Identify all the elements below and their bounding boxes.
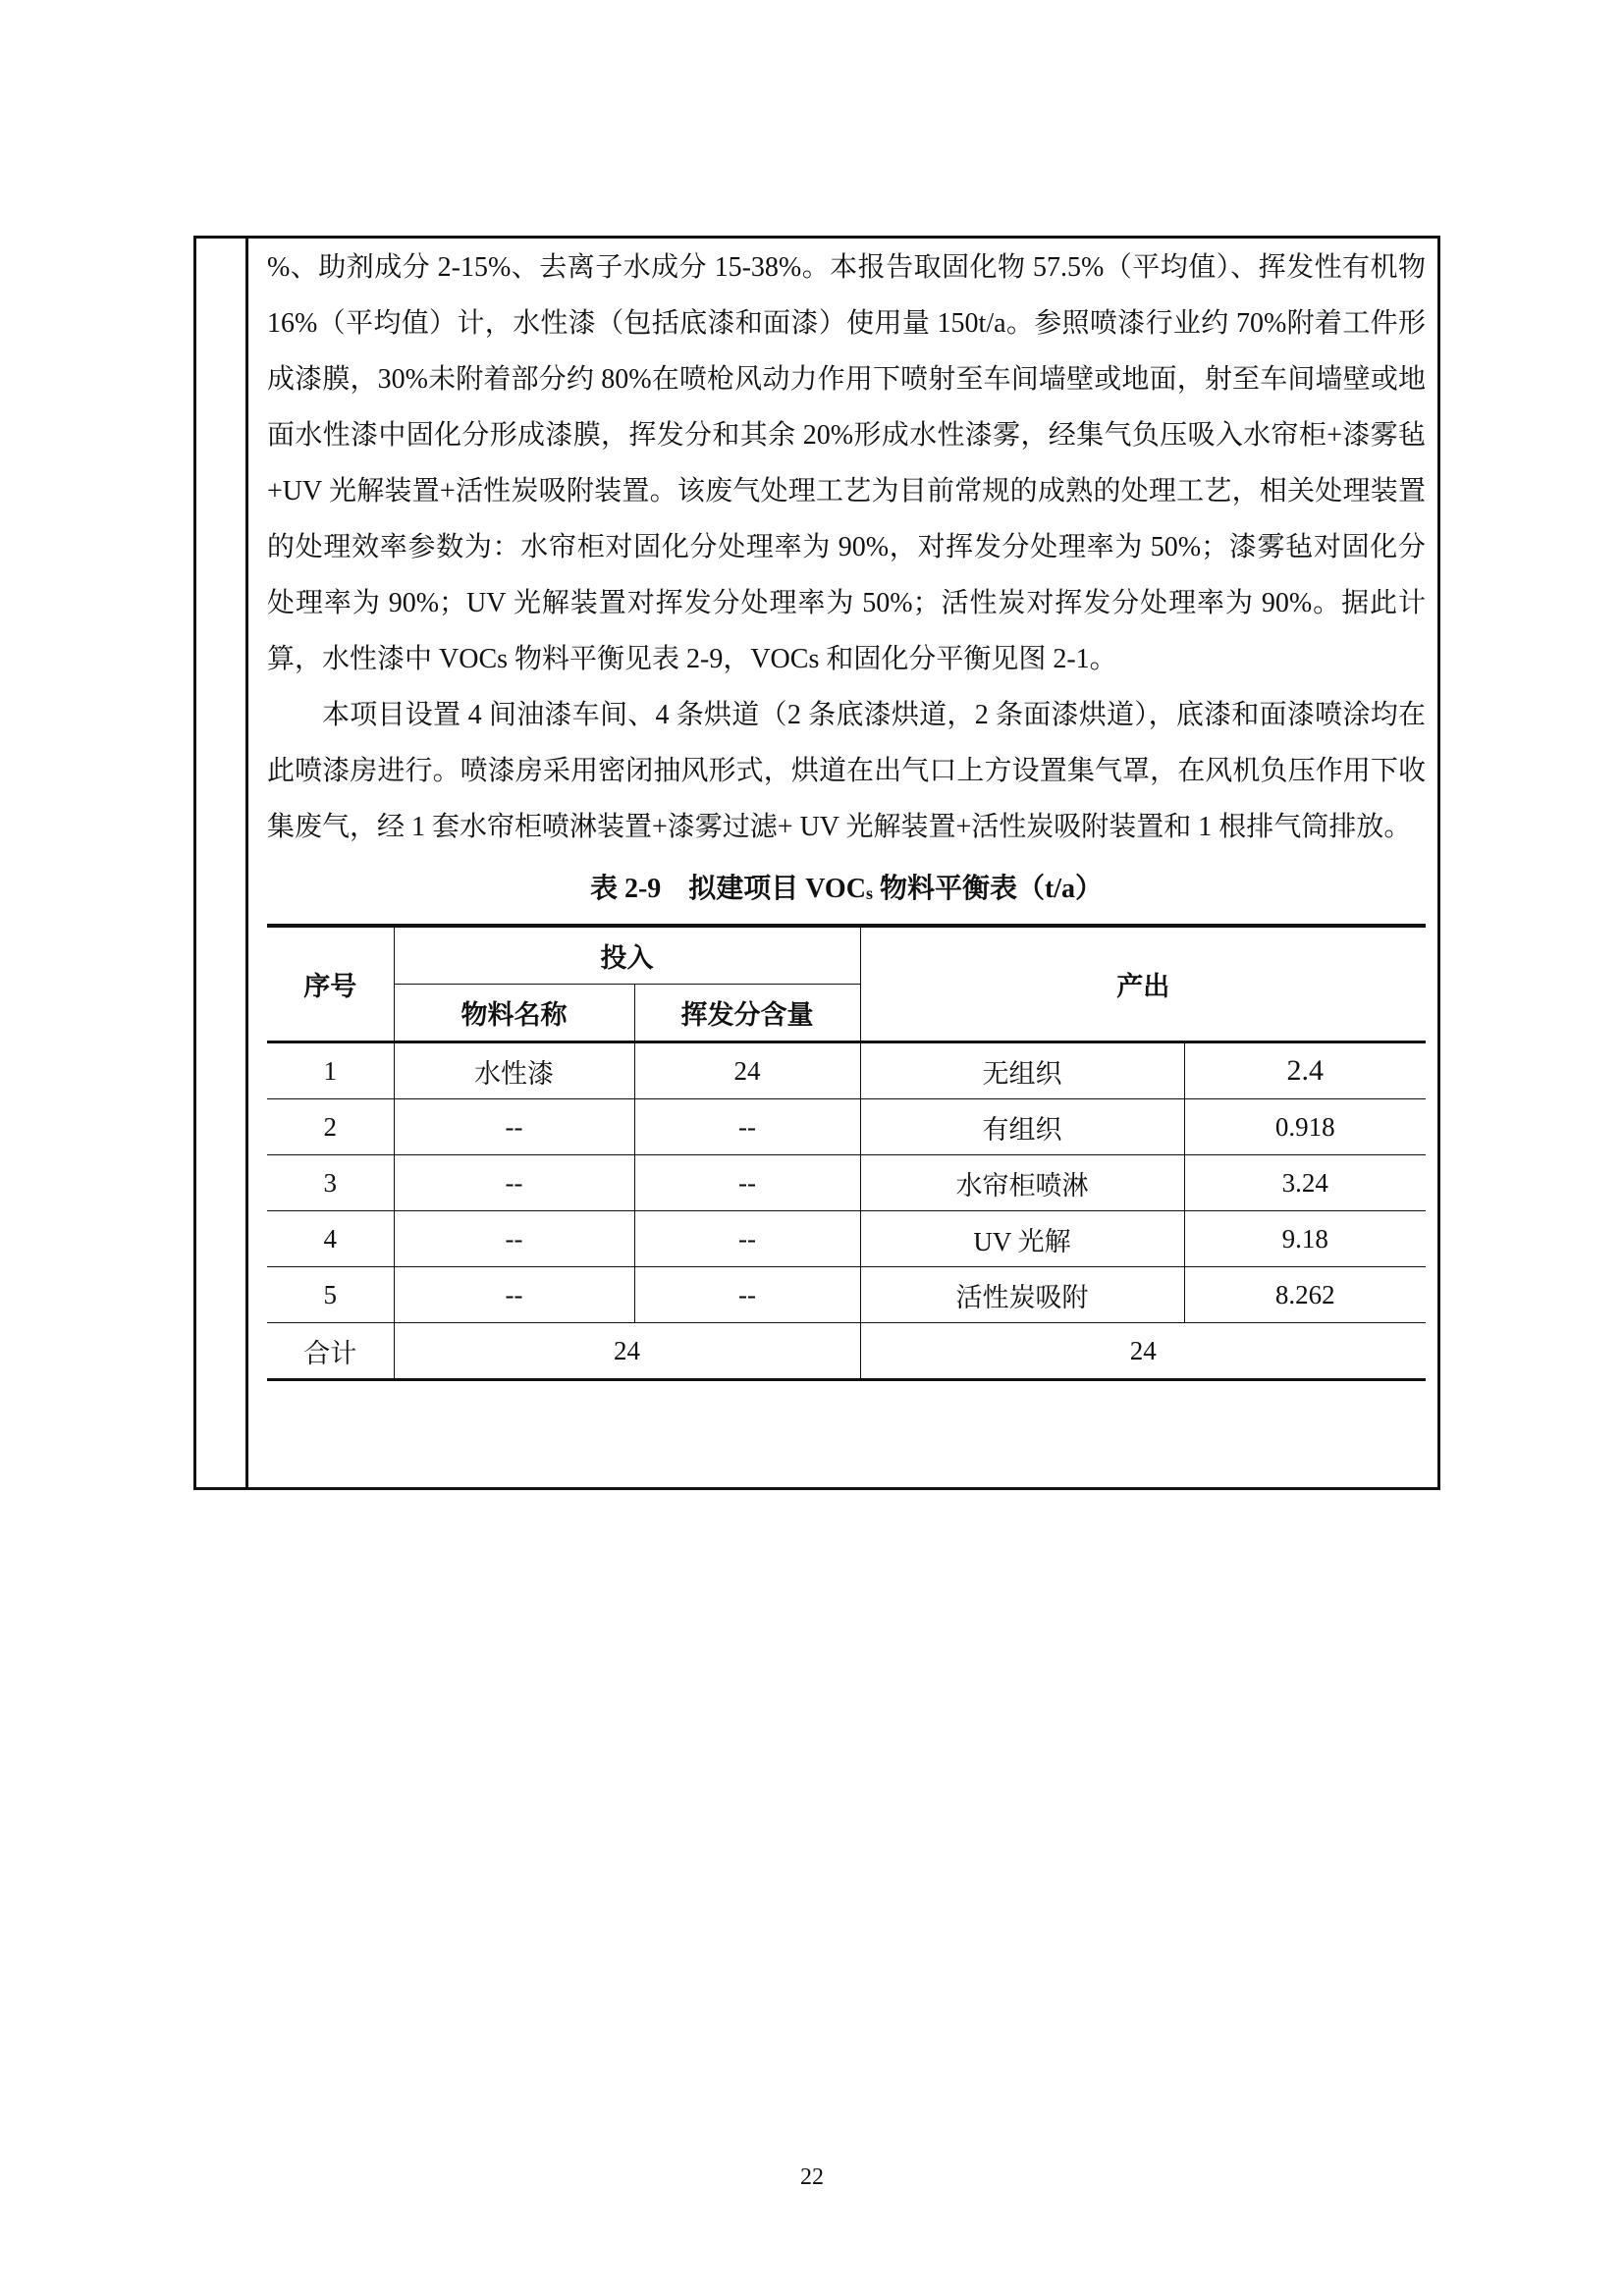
- frame-column-divider: [245, 236, 248, 1490]
- cell-volatile: --: [634, 1155, 860, 1211]
- cell-volatile: --: [634, 1267, 860, 1323]
- cell-output-total: 24: [860, 1323, 1426, 1380]
- table-row: [267, 1042, 1426, 1099]
- content-area: [267, 240, 1426, 1381]
- cell-output-value: 9.18: [1184, 1211, 1426, 1267]
- cell-volatile: --: [634, 1211, 860, 1267]
- table-title-prefix: 表 2-9 拟建项目 VOC: [589, 874, 866, 904]
- header-output: 产出: [860, 926, 1426, 1042]
- table-row: [267, 1099, 1426, 1155]
- table-title: [267, 863, 1426, 916]
- header-input: 投入: [394, 926, 860, 985]
- cell-index: 2: [267, 1099, 394, 1155]
- voc-balance-table: [267, 924, 1426, 1381]
- table-row: [267, 1155, 1426, 1211]
- cell-output-item: 活性炭吸附: [860, 1267, 1184, 1323]
- paragraph-paint-workshop: 本项目设置 4 间油漆车间、4 条烘道（2 条底漆烘道，2 条面漆烘道），底漆和面漆喷涂均在此喷漆房进行。喷漆房采用密闭抽风形式，烘道在出气口上方设置集气罩，在风机负压作用下收集废气，经 1 套水帘柜喷淋装置+漆雾过滤+ UV 光解装置+活性炭吸附装置和 1 根排气筒排放。: [267, 700, 1426, 842]
- table-header-row: [267, 926, 1426, 985]
- cell-output-item: 无组织: [860, 1042, 1184, 1099]
- cell-volatile: --: [634, 1099, 860, 1155]
- table-row: [267, 1211, 1426, 1267]
- cell-volatile: 24: [634, 1042, 860, 1099]
- cell-material: --: [394, 1211, 634, 1267]
- cell-output-value: 3.24: [1184, 1155, 1426, 1211]
- table-title-suffix: 物料平衡表（t/a）: [872, 874, 1104, 904]
- header-material-name: 物料名称: [394, 985, 634, 1042]
- table-title-sub: s: [865, 883, 873, 903]
- table-total-row: [267, 1323, 1426, 1380]
- cell-output-value: 2.4: [1184, 1042, 1426, 1099]
- table-row: [267, 1267, 1426, 1323]
- cell-output-value: 8.262: [1184, 1267, 1426, 1323]
- page-number: 22: [800, 2164, 824, 2190]
- cell-output-value: 0.918: [1184, 1099, 1426, 1155]
- cell-material: --: [394, 1099, 634, 1155]
- cell-input-total: 24: [394, 1323, 860, 1380]
- cell-output-item: UV 光解: [860, 1211, 1184, 1267]
- cell-output-item: 有组织: [860, 1099, 1184, 1155]
- cell-index: 4: [267, 1211, 394, 1267]
- cell-index: 3: [267, 1155, 394, 1211]
- header-volatile-content: 挥发分含量: [634, 985, 860, 1042]
- cell-index: 5: [267, 1267, 394, 1323]
- cell-output-item: 水帘柜喷淋: [860, 1155, 1184, 1211]
- cell-material: --: [394, 1155, 634, 1211]
- cell-index: 1: [267, 1042, 394, 1099]
- header-index: 序号: [267, 926, 394, 1042]
- cell-material: 水性漆: [394, 1042, 634, 1099]
- cell-material: --: [394, 1267, 634, 1323]
- paragraph-voc-calculation: %、助剂成分 2-15%、去离子水成分 15-38%。本报告取固化物 57.5%（平均值）、挥发性有机物 16%（平均值）计，水性漆（包括底漆和面漆）使用量 150t/a。参照喷漆行业约 70%附着工件形成漆膜，30%未附着部分约 80%在喷枪风动力作用下喷射至车间墙壁或地面，射至车间墙壁或地面水性漆中固化分形成漆膜，挥发分和其余 20%形成水性漆雾，经集气负压吸入水帘柜+漆雾毡+UV 光解装置+活性炭吸附装置。该废气处理工艺为目前常规的成熟的处理工艺，相关处理装置的处理效率参数为：水帘柜对固化分处理率为 90%，对挥发分处理率为 50%；漆雾毡对固化分处理率为 90%；UV 光解装置对挥发分处理率为 50%；活性炭对挥发分处理率为 90%。据此计算，水性漆中 VOCs 物料平衡见表 2-9，VOCs 和固化分平衡见图 2-1。: [267, 252, 1426, 674]
- cell-total-label: 合计: [267, 1323, 394, 1380]
